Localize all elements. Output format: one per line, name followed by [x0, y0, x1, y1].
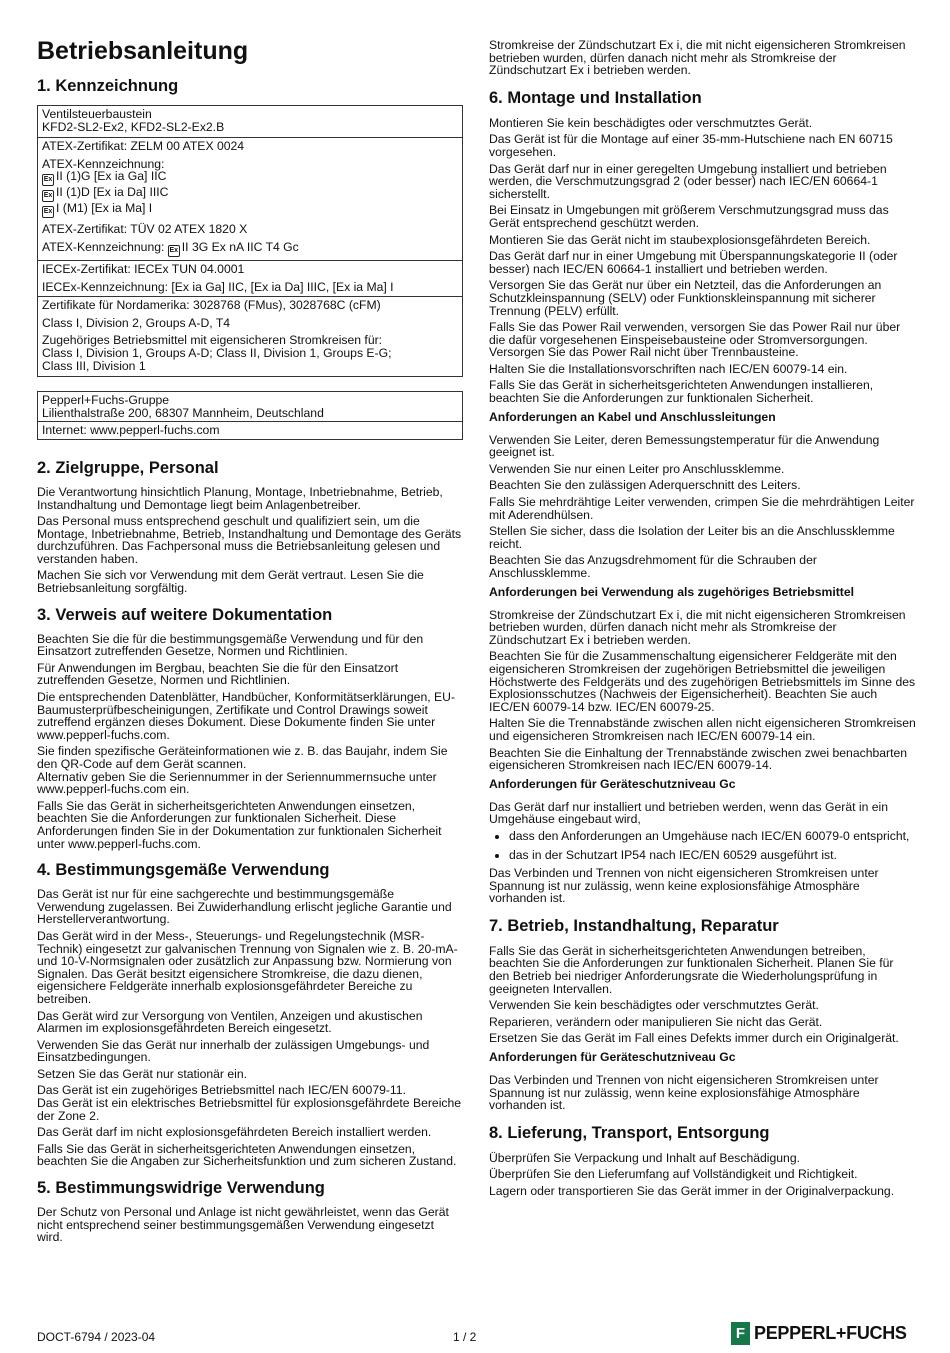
marking-row [38, 106, 463, 138]
iecex-cert: IECEx-Zertifikat: IECEx TUN 04.0001 [42, 261, 245, 276]
subheading-gc-2: Anforderungen für Geräteschutzniveau Gc [489, 1050, 736, 1065]
na-cert: Zertifikate für Nordamerika: 3028768 (FMus), 3028768C (cFM) [42, 298, 381, 313]
paragraph: Überprüfen Sie Verpackung und Inhalt auf Beschädigung. [489, 1150, 801, 1165]
section-4-body [37, 888, 463, 1168]
paragraph: Setzen Sie das Gerät nur stationär ein. [37, 1066, 248, 1081]
continued-paragraph: Stromkreise der Zündschutzart Ex i, die mit nicht eigensicheren Stromkreisen betrieben wurden, dürfen danach nicht mehr als Stromkreise der Zündschutzart Ex i betrieben werden. [489, 38, 906, 78]
page-title: Betriebsanleitung [37, 37, 249, 65]
product-type: Ventilsteuerbaustein KFD2-SL2-Ex2, KFD2-SL2-Ex2.B [42, 107, 225, 134]
right-column [489, 0, 917, 1198]
atex-cert-2: ATEX-Zertifikat: TÜV 02 ATEX 1820 X [42, 222, 248, 237]
paragraph: Versorgen Sie das Gerät nur über ein Netzteil, das die Anforderungen an Schutzkleinspannung (SELV) oder Funktionskleinspannung mit sicherer Trennung (PELV) erfüllt. [489, 278, 882, 318]
logo-text: PEPPERL+FUCHS [754, 1323, 907, 1343]
paragraph: Das Gerät ist für die Montage auf einer 35-mm-Hutschiene nach EN 60715 vorgesehen. [489, 132, 893, 159]
requirements-list [489, 830, 917, 861]
paragraph: Das Gerät ist ein elektrisches Betriebsmittel für explosionsgefährdete Bereiche der Zone 2. [37, 1096, 462, 1123]
paragraph: Das Gerät wird in der Mess-, Steuerungs- und Regelungstechnik (MSR-Technik) eingesetzt zur galvanischen Trennung von Signalen wie z. B. 20-mA- und 10-V-Normsignalen oder zusätzlich zur Anpassung bzw. Normierung von Signalen. Das Gerät besitzt eigensichere Stromkreise, die dazu dienen, eigensichere Feldgeräte innerhalb explosionsgefährdeter Bereiche zu betreiben. [37, 928, 458, 1006]
subheading-cables: Anforderungen an Kabel und Anschlussleitungen [489, 409, 776, 424]
paragraph: Bei Einsatz in Umgebungen mit größerem Verschmutzungsgrad muss das Gerät entsprechend geschützt werden. [489, 203, 889, 230]
ex-icon: Ex [168, 245, 180, 257]
marking-row [38, 138, 463, 261]
paragraph: Falls Sie das Gerät in sicherheitsgerichteten Anwendungen einsetzen, beachten Sie die Anforderungen zur funktionalen Sicherheit. Diese Anforderungen finden Sie in der Dokumentation zur funktionalen Sicherheit unter www.pepperl-fuchs.com. [37, 798, 442, 851]
paragraph: Reparieren, verändern oder manipulieren Sie nicht das Gerät. [489, 1014, 823, 1029]
paragraph: Halten Sie die Trennabstände zwischen allen nicht eigensicheren Stromkreisen und eigensicheren Stromkreisen nach IEC/EN 60079-14 ein. [489, 716, 916, 743]
list-item: • das in der Schutzart IP54 nach IEC/EN 60529 ausgeführt ist. [509, 849, 917, 862]
company-table [37, 391, 463, 440]
paragraph: Falls Sie mehrdrähtige Leiter verwenden, crimpen Sie die mehrdrähtigen Leiter mit Aderendhülsen. [489, 495, 915, 522]
company-internet: Internet: www.pepperl-fuchs.com [42, 423, 220, 438]
paragraph: Montieren Sie kein beschädigtes oder verschmutztes Gerät. [489, 115, 813, 130]
paragraph: Das Gerät darf nur in einer Umgebung mit Überspannungskategorie II (oder besser) nach IEC/EN 60664-1 installiert und betrieben werden. [489, 249, 898, 276]
paragraph: Das Gerät darf nur installiert und betrieben werden, wenn das Gerät in ein Umgehäuse eingebaut wird, [489, 799, 889, 827]
section-2-heading: 2. Zielgruppe, Personal [37, 458, 219, 477]
list-item: • dass den Anforderungen an Umgehäuse nach IEC/EN 60079-0 entspricht, [509, 830, 917, 843]
paragraph: Das Gerät darf im nicht explosionsgefährdeten Bereich installiert werden. [37, 1125, 432, 1140]
paragraph: Ersetzen Sie das Gerät im Fall eines Defekts immer durch ein Originalgerät. [489, 1031, 899, 1046]
paragraph: Die Verantwortung hinsichtlich Planung, Montage, Inbetriebnahme, Betrieb, Instandhaltung und Demontage liegt beim Anlagenbetreiber. [37, 484, 443, 512]
section-3-heading: 3. Verweis auf weitere Dokumentation [37, 605, 333, 624]
na-class: Class I, Division 2, Groups A-D, T4 [42, 315, 231, 330]
paragraph: Der Schutz von Personal und Anlage ist nicht gewährleistet, wenn das Gerät nicht entsprechend seiner bestimmungsgemäßen Verwendung eingesetzt wird. [37, 1205, 449, 1245]
atex-marking-1: ATEX-Kennzeichnung: Ex II (1)G [Ex ia Ga] IIC Ex II (1)D [Ex ia Da] IIIC Ex I (M1) [Ex ia Ma] I [42, 158, 458, 219]
paragraph: Beachten Sie die Einhaltung der Trennabstände zwischen zwei benachbarten eigensicheren Stromkreisen nach IEC/EN 60079-14. [489, 745, 908, 773]
section-4-heading: 4. Bestimmungsgemäße Verwendung [37, 861, 330, 880]
paragraph: Das Gerät wird zur Versorgung von Ventilen, Anzeigen und akustischen Alarmen im explosionsgefährdeten Bereich eingesetzt. [37, 1008, 423, 1036]
logo-mark-icon: F [731, 1322, 750, 1345]
section-8-heading: 8. Lieferung, Transport, Entsorgung [489, 1123, 770, 1142]
iecex-marking: IECEx-Kennzeichnung: [Ex ia Ga] IIC, [Ex ia Da] IIIC, [Ex ia Ma] I [42, 279, 394, 294]
paragraph: Machen Sie sich vor Verwendung mit dem Gerät vertraut. Lesen Sie die Betriebsanleitung sorgfältig. [37, 568, 424, 596]
ex-icon: Ex [42, 206, 54, 218]
subheading-associated: Anforderungen bei Verwendung als zugehöriges Betriebsmittel [489, 584, 855, 599]
section-8-body [489, 1152, 917, 1198]
paragraph: Beachten Sie das Anzugsdrehmoment für die Schrauben der Anschlussklemme. [489, 553, 817, 580]
paragraph: Verwenden Sie das Gerät nur innerhalb der zulässigen Umgebungs- und Einsatzbedingungen. [37, 1037, 430, 1065]
paragraph: Falls Sie das Gerät in sicherheitsgerichteten Anwendungen installieren, beachten Sie die Anforderungen zur funktionalen Sicherheit. [489, 378, 874, 406]
section-7-heading: 7. Betrieb, Instandhaltung, Reparatur [489, 916, 779, 935]
marking-row [38, 260, 463, 296]
paragraph: Das Gerät darf nur in einer geregelten Umgebung installiert und betrieben werden, die Verschmutzungsgrad 2 (oder besser) nach IEC/EN 60664-1 sicherstellt. [489, 161, 887, 201]
section-5-body [37, 1206, 463, 1244]
associated-apparatus: Zugehöriges Betriebsmittel mit eigensicheren Stromkreisen für: Class I, Division 1, Groups A-D; Class II, Division 1, Groups E-G; Class III, Division 1 [42, 333, 392, 373]
atex-marking-2: ATEX-Kennzeichnung: Ex II 3G Ex nA IIC T4 Gc [42, 241, 458, 257]
paragraph: Stellen Sie sicher, dass die Isolation der Leiter bis an die Anschlussklemme reicht. [489, 524, 895, 551]
marking-table [37, 105, 463, 377]
paragraph: Beachten Sie den zulässigen Aderquerschnitt des Leiters. [489, 478, 801, 493]
section-5-heading: 5. Bestimmungswidrige Verwendung [37, 1179, 325, 1198]
document-number: DOCT-6794 / 2023-04 [37, 1330, 156, 1344]
section-6-heading: 6. Montage und Installation [489, 88, 702, 107]
pepperl-fuchs-logo [731, 1322, 907, 1345]
paragraph: Alternativ geben Sie die Seriennummer in der Seriennummernsuche unter www.pepperl-fuchs.com ein. [37, 769, 437, 797]
section-6-body [489, 117, 917, 905]
paragraph: Montieren Sie das Gerät nicht im staubexplosionsgefährdeten Bereich. [489, 232, 871, 247]
section-1-heading: 1. Kennzeichnung [37, 77, 179, 95]
paragraph: Falls Sie das Gerät in sicherheitsgerichteten Anwendungen einsetzen, beachten Sie die Angaben zur Sicherheitsfunktion und zum sicheren Zustand. [37, 1141, 457, 1169]
paragraph: Verwenden Sie Leiter, deren Bemessungstemperatur für die Anwendung geeignet ist. [489, 432, 880, 460]
paragraph: Falls Sie das Gerät in sicherheitsgerichteten Anwendungen betreiben, beachten Sie die Anforderungen zur funktionalen Sicherheit. Planen Sie für den Betrieb bei niedriger Anforderungsrate die Wiederholungsprüfung in geeigneten Intervallen. [489, 943, 894, 996]
paragraph: Das Gerät ist nur für eine sachgerechte und bestimmungsgemäße Verwendung zugelassen. Bei Zuwiderhandlung erlischt jegliche Garantie und Herstellerverantwortung. [37, 887, 452, 927]
subheading-gc: Anforderungen für Geräteschutzniveau Gc [489, 776, 736, 791]
paragraph: Das Personal muss entsprechend geschult und qualifiziert sein, um die Montage, Inbetriebnahme, Betrieb, Instandhaltung und Demontage des Geräts durchzuführen. Das Fachpersonal muss die Betriebsanleitung gelesen und verstanden haben. [37, 514, 462, 566]
paragraph: Beachten Sie die für die bestimmungsgemäße Verwendung und für den Einsatzort zutreffenden Gesetze, Normen und Richtlinien. [37, 631, 424, 659]
paragraph: Die entsprechenden Datenblätter, Handbücher, Konformitätserklärungen, EU-Baumusterprüfbescheinigungen, Zertifikate und Control Drawings soweit zutreffend ergänzen dieses Dokument. Diese Dokumente finden Sie unter www.pepperl-fuchs.com. [37, 690, 456, 742]
paragraph: Das Verbinden und Trennen von nicht eigensicheren Stromkreisen unter Spannung ist nur zulässig, wenn keine explosionsfähige Atmosphäre vorhanden ist. [489, 1073, 879, 1113]
paragraph: Verwenden Sie nur einen Leiter pro Anschlussklemme. [489, 461, 785, 476]
paragraph: Sie finden spezifische Geräteinformationen wie z. B. das Baujahr, indem Sie den QR-Code auf dem Gerät scannen. [37, 744, 448, 771]
page-number: 1 / 2 [453, 1330, 477, 1344]
section-2-body [37, 486, 463, 595]
paragraph: Überprüfen Sie den Lieferumfang auf Vollständigkeit und Richtigkeit. [489, 1167, 858, 1182]
paragraph: Beachten Sie für die Zusammenschaltung eigensicherer Feldgeräte mit den eigensicheren Stromkreisen der zugehörigen Betriebsmittel die jeweiligen Höchstwerte des Feldgeräts und des zugehörigen Betriebsmittels im Sinne des Explosionsschutzes (Nachweis der Eigensicherheit). Beachten Sie auch IEC/EN 60079-14 bzw. IEC/EN 60079-25. [489, 649, 916, 714]
left-column [37, 0, 463, 1244]
section-7-body [489, 945, 917, 1112]
atex-cert-1: ATEX-Zertifikat: ZELM 00 ATEX 0024 [42, 139, 245, 154]
section-3-body [37, 633, 463, 851]
paragraph: Für Anwendungen im Bergbau, beachten Sie die für den Einsatzort zutreffenden Gesetze, Normen und Richtlinien. [37, 660, 399, 688]
paragraph: Stromkreise der Zündschutzart Ex i, die mit nicht eigensicheren Stromkreisen betrieben wurden, dürfen danach nicht mehr als Stromkreise der Zündschutzart Ex i betrieben werden. [489, 607, 906, 647]
company-address: Pepperl+Fuchs-Gruppe Lilienthalstraße 200, 68307 Mannheim, Deutschland [42, 393, 324, 420]
paragraph: Das Gerät ist ein zugehöriges Betriebsmittel nach IEC/EN 60079-11. [37, 1083, 406, 1098]
paragraph: Lagern oder transportieren Sie das Gerät immer in der Originalverpackung. [489, 1184, 895, 1198]
paragraph: Das Verbinden und Trennen von nicht eigensicheren Stromkreisen unter Spannung ist nur zulässig, wenn keine explosionsfähige Atmosphäre vorhanden ist. [489, 866, 879, 906]
marking-row [38, 297, 463, 377]
paragraph: Halten Sie die Installationsvorschriften nach IEC/EN 60079-14 ein. [489, 361, 848, 376]
ex-icon: Ex [42, 174, 54, 186]
ex-icon: Ex [42, 190, 54, 202]
paragraph: Falls Sie das Power Rail verwenden, versorgen Sie das Power Rail nur über die dafür vorgesehenen Einspeisebausteine oder Stromversorgungen. Versorgen Sie das Power Rail nicht über Trennbausteine. [489, 320, 901, 360]
paragraph: Verwenden Sie kein beschädigtes oder verschmutztes Gerät. [489, 998, 819, 1013]
